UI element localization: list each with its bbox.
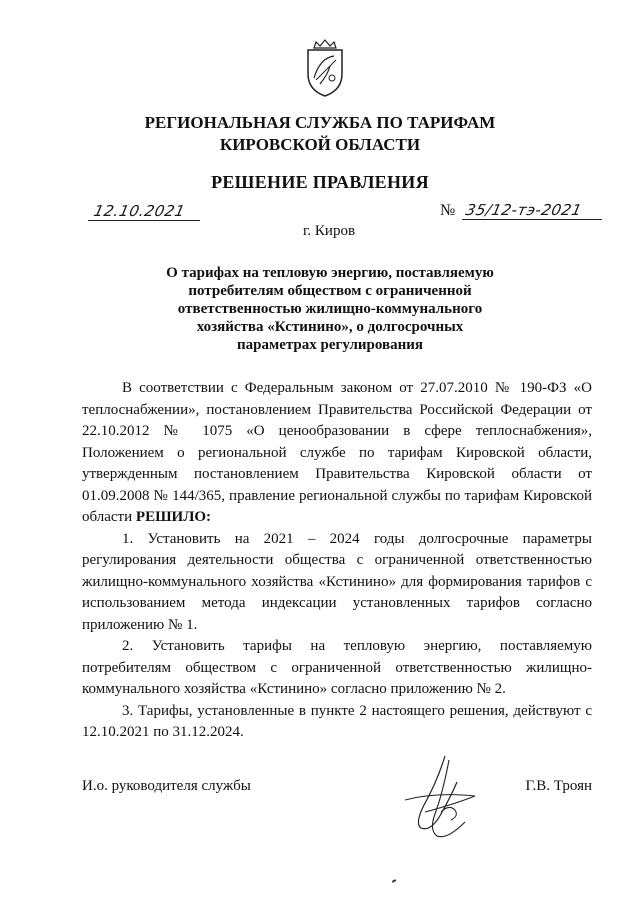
document-type-title: РЕШЕНИЕ ПРАВЛЕНИЯ [211, 172, 429, 192]
item-1: 1. Установить на 2021 – 2024 годы долгосрочные параметры регулирования деятельности общества с ограниченной ответственностью жилищно-коммунального хозяйства «Кстинино» для формирования тарифов с использованием метода индексации установленных тарифов согласно приложению № 1. [82, 530, 592, 633]
city: г. Киров [302, 223, 356, 239]
document-number-value: 35/12-тэ-2021 [464, 201, 584, 219]
signer-position: И.о. руководителя службы [82, 778, 251, 794]
subject-line-4: хозяйства «Кстинино», о долгосрочных [196, 319, 464, 335]
number-sign: № [440, 202, 456, 219]
subject-line-1: О тарифах на тепловую энергию, поставляемую [166, 265, 494, 281]
date-field [88, 202, 200, 221]
subject-line-5: параметрах регулирования [237, 337, 423, 353]
document-number-field [440, 200, 602, 220]
item-2: 2. Установить тарифы на тепловую энергию, поставляемую потребителям обществом с ограниченной ответственностью жилищно-коммунального хозяйства «Кстинино» согласно приложению № 2. [82, 638, 592, 697]
scan-speck [392, 879, 396, 883]
signer-name: Г.В. Троян [525, 778, 592, 794]
document-subject [150, 264, 510, 354]
coat-of-arms-icon [300, 38, 350, 98]
decided-word: РЕШИЛО: [135, 509, 212, 525]
subject-line-2: потребителям обществом с ограниченной [188, 283, 472, 299]
org-line-2: КИРОВСКОЙ ОБЛАСТИ [219, 135, 421, 154]
document-body [82, 378, 592, 744]
preamble-paragraph [82, 378, 592, 529]
subject-line-3: ответственностью жилищно-коммунального [177, 301, 483, 317]
date-value: 12.10.2021 [92, 202, 187, 220]
preamble-text: В соответствии с Федеральным законом от 27.07.2010 № 190-ФЗ «О теплоснабжении», постановлением Правительства Российской Федерации от 22.10.2012 № 1075 «О ценообразовании в сфере теплоснабжения», Положением о региональной службе по тарифам Кировской области, утвержденным постановлением Правительства Кировской области от 01.09.2008 № 144/365, правление региональной службы по тарифам Кировской области [82, 380, 592, 525]
handwritten-signature-icon [385, 752, 505, 852]
item-3: 3. Тарифы, установленные в пункте 2 настоящего решения, действуют с 12.10.2021 по 31.12.2024. [82, 702, 592, 740]
organization-name [0, 112, 640, 156]
org-line-1: РЕГИОНАЛЬНАЯ СЛУЖБА ПО ТАРИФАМ [144, 113, 496, 132]
